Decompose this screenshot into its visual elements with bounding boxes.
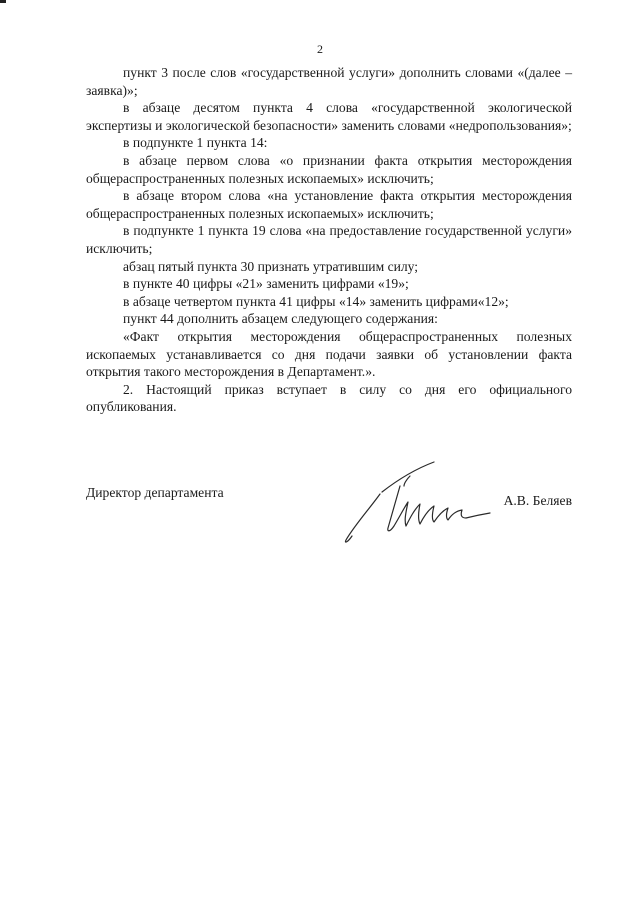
paragraph-11: «Факт открытия месторождения общераспространенных полезных ископаемых устанавливается со дня подачи заявки об установлении факта открытия такого месторождения в Департамент.». bbox=[86, 328, 572, 380]
paragraph-3: в подпункте 1 пункта 14: bbox=[123, 135, 268, 151]
paragraph-12: 2. Настоящий приказ вступает в силу со дня его официального опубликования. bbox=[86, 381, 572, 415]
paragraph-6: в подпункте 1 пункта 19 слова «на предоставление государственной услуги» исключить; bbox=[86, 223, 572, 256]
paragraph-9: в абзаце четвертом пункта 41 цифры «14» заменить цифрами«12»; bbox=[123, 293, 509, 309]
paragraph-7: абзац пятый пункта 30 признать утратившим силу; bbox=[123, 258, 419, 274]
scan-edge-mark bbox=[0, 0, 6, 3]
document-body bbox=[86, 64, 572, 416]
paragraph-5: в абзаце втором слова «на установление факта открытия месторождения общераспространенных полезных ископаемых» исключить; bbox=[86, 188, 572, 221]
paragraph-4: в абзаце первом слова «о признании факта открытия месторождения общераспространенных полезных ископаемых» исключить; bbox=[86, 152, 572, 186]
paragraph-8: в пункте 40 цифры «21» заменить цифрами «19»; bbox=[123, 276, 409, 292]
paragraph-10: пункт 44 дополнить абзацем следующего содержания: bbox=[123, 311, 438, 327]
handwritten-signature bbox=[340, 456, 520, 546]
paragraph-1: пункт 3 после слов «государственной услуги» дополнить словами «(далее – заявка)»; bbox=[86, 65, 572, 98]
signer-role: Директор департамента bbox=[86, 485, 224, 500]
signer-name: А.В. Беляев bbox=[503, 493, 572, 508]
signature-block bbox=[86, 476, 572, 546]
page-number: 2 bbox=[317, 42, 323, 56]
paragraph-2: в абзаце десятом пункта 4 слова «государственной экологической экспертизы и экологической безопасности» заменить словами «недропользования»; bbox=[86, 100, 572, 133]
